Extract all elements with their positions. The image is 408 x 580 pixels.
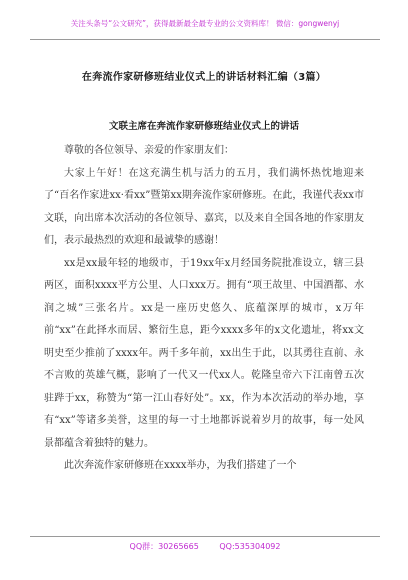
footer-qq: QQ:535304092	[219, 542, 281, 551]
salutation-paragraph: 尊敬的各位领导、亲爱的作家朋友们：	[64, 145, 234, 156]
body-paragraph: xx是xx最年轻的地级市，于19xx年x月经国务院批准设立，辖三县两区，面积xxxx平方公里、人口xxx万。拥有“项王故里、中国酒都、水润之城”三张名片。xx是一座历史悠久、底蕴深厚的城市，x万年前“xx”在此择水而居、繁衍生息，距今xxxx多年的x文化遗址，将xx文明史至少推前了xxxx年。两千多年前，xx出生于此，以其勇往直前、永不言败的英雄气概，影响了一代又一代xx人。乾隆皇帝六下江南曾五次驻跸于xx，称赞为“第一江山春好处”。xx，作为本次活动的举办地，享有“xx”等诸多美誉，这里的每一寸土地都诉说着岁月的故事，每一处风景都蕴含着独特的魅力。	[44, 257, 364, 449]
document-title: 在奔流作家研修班结业仪式上的讲话材料汇编（3篇）	[81, 72, 327, 83]
section-heading: 文联主席在奔流作家研修班结业仪式上的讲话	[108, 121, 299, 132]
body-text	[44, 140, 364, 478]
body-paragraph: 大家上午好！在这充满生机与活力的五月，我们满怀热忱地迎来了“百名作家进xx·看xx”暨第xx期奔流作家研修班。在此，我谨代表xx市文联，向出席本次活动的各位领导、嘉宾，以及来自全国各地的作家朋友们，表示最热烈的欢迎和最诚挚的感谢！	[44, 167, 364, 246]
footer-qq-group: QQ群：30265665	[129, 542, 199, 551]
footer	[30, 536, 380, 552]
body-paragraph: 此次奔流作家研修班在xxxx举办，为我们搭建了一个	[64, 460, 297, 471]
header-banner: 关注头条号“公文研究”，获得最新最全最专业的公文资料库！ 微信：gongwenyj	[30, 18, 380, 40]
